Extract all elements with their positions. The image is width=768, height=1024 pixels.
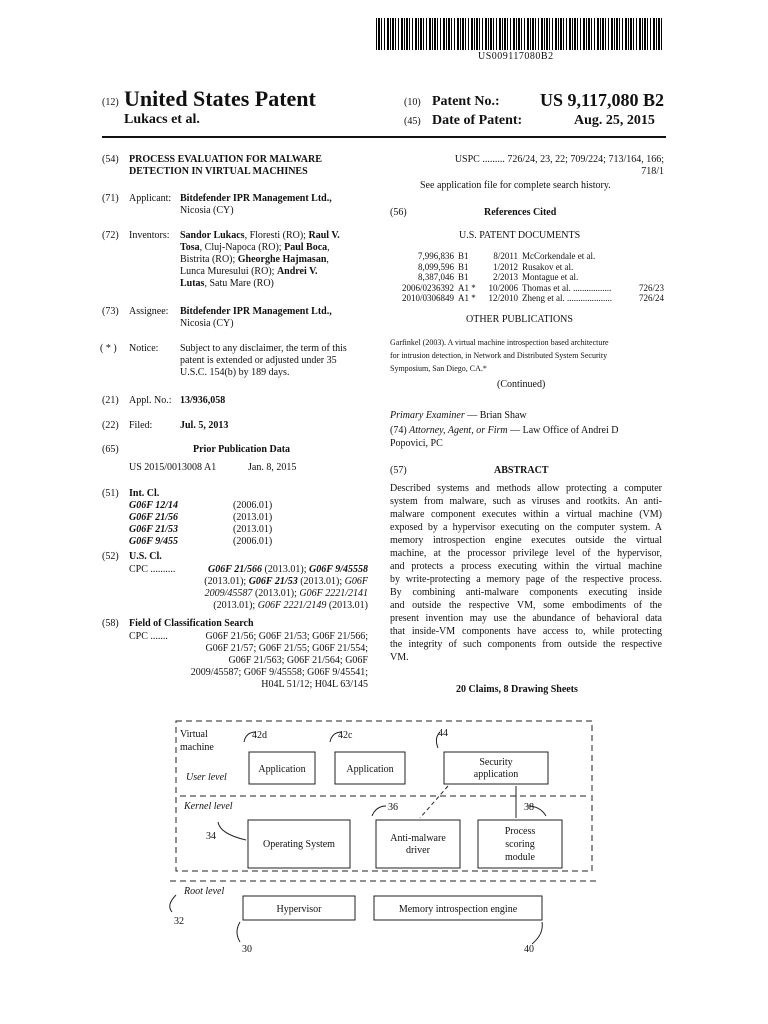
reference-no: 7,996,836: [418, 251, 454, 261]
anti-malware-driver-box: [376, 820, 460, 868]
ref-36: 36: [388, 802, 398, 813]
abstract-line: and outside the respective VM, some embodiments of the: [390, 600, 662, 611]
notice-line-1: Subject to any disclaimer, the term of this: [180, 343, 347, 354]
cpc-line-2: (2013.01); G06F 21/53 (2013.01); G06F: [204, 576, 368, 587]
code-65: (65): [102, 444, 119, 455]
int-cl-class: G06F 21/53: [129, 524, 178, 535]
code-54: (54): [102, 154, 119, 165]
filed-value: Jul. 5, 2013: [180, 420, 229, 431]
prior-pub-title: Prior Publication Data: [193, 444, 291, 455]
code-21: (21): [102, 395, 119, 406]
int-cl-year: (2013.01): [233, 524, 273, 535]
leader-40: [532, 922, 542, 944]
reference-name: Rusakov et al.: [522, 261, 574, 272]
inventors-line-3: Bistrita (RO); Gheorghe Hajmasan,: [180, 254, 329, 265]
reference-date: 8/2011: [493, 251, 518, 261]
applicant-label: Applicant:: [129, 193, 172, 204]
security-to-driver-link: [420, 786, 448, 818]
notice-label: Notice:: [129, 343, 159, 354]
reference-kind: B1: [458, 261, 469, 272]
abstract-line: the integrity of such components from outside the respective: [390, 639, 662, 650]
code-10: (10): [404, 97, 421, 108]
field-search-line-1: G06F 21/56; G06F 21/53; G06F 21/566;: [205, 631, 368, 642]
notice-code: ( * ): [100, 343, 117, 354]
abstract-line: By combining anti-malware components executing inside: [390, 587, 662, 598]
application-label-1: Application: [258, 764, 306, 775]
patent-no-label: Patent No.:: [432, 94, 500, 109]
cpc-line-1: G06F 21/566 (2013.01); G06F 9/45558: [208, 564, 368, 575]
code-12: (12): [102, 97, 119, 108]
claims-summary: 20 Claims, 8 Drawing Sheets: [456, 684, 578, 695]
cpc-label: CPC ..........: [129, 564, 176, 575]
prior-pub-number: US 2015/0013008 A1: [129, 462, 217, 473]
inventors-line-4: Lunca Muresului (RO); Andrei V.: [180, 266, 318, 277]
code-72: (72): [102, 230, 119, 241]
leader-32: [170, 895, 176, 912]
code-45: (45): [404, 116, 421, 127]
abstract-line: exposed by a hypervisor executing on the computer system. A: [390, 522, 662, 533]
notice-line-2: patent is extended or adjusted under 35: [180, 355, 337, 366]
abstract-line: Described systems and methods allow protecting a computer: [390, 483, 662, 494]
code-52: (52): [102, 551, 119, 562]
attorney-line-1: (74) Attorney, Agent, or Firm — Law Office of Andrei D: [390, 425, 619, 436]
code-22: (22): [102, 420, 119, 431]
reference-kind: B1: [458, 272, 469, 282]
us-docs-title: U.S. PATENT DOCUMENTS: [459, 230, 581, 241]
process-scoring-label-2: scoring: [505, 839, 535, 850]
vm-label-line-1: Virtual: [180, 729, 208, 740]
ref-42d: 42d: [252, 730, 267, 741]
assignee-name: Bitdefender IPR Management Ltd.,: [180, 306, 332, 317]
primary-examiner: Primary Examiner — Brian Shaw: [390, 410, 527, 421]
prior-pub-date: Jan. 8, 2015: [248, 462, 297, 473]
reference-no: 2010/0306849: [401, 293, 454, 303]
assignee-location: Nicosia (CY): [180, 318, 234, 329]
ref-44: 44: [438, 728, 448, 739]
us-cl-title: U.S. Cl.: [129, 551, 162, 562]
abstract-line: by write-protecting a memory page of the respective process.: [390, 574, 662, 585]
int-cl-title: Int. Cl.: [129, 488, 160, 499]
field-search-line-4: 2009/45587; G06F 9/45558; G06F 9/45541;: [190, 667, 368, 678]
code-71: (71): [102, 193, 119, 204]
reference-kind: B1: [458, 251, 469, 261]
reference-name: McCorkendale et al.: [522, 251, 596, 261]
cpc-line-3: 2009/45587 (2013.01); G06F 2221/2141: [204, 588, 368, 599]
introspection-engine-label: Memory introspection engine: [398, 904, 518, 915]
int-cl-class: G06F 21/56: [129, 512, 178, 523]
code-51: (51): [102, 488, 119, 499]
reference-name: Zheng et al. ....................: [522, 293, 612, 303]
reference-no: 8,387,046: [418, 272, 454, 282]
int-cl-year: (2006.01): [233, 536, 273, 547]
other-pub-line-1: Garfinkel (2003). A virtual machine introspection based architecture: [390, 338, 609, 347]
patent-date: Aug. 25, 2015: [574, 113, 655, 128]
inventors-label: Inventors:: [129, 230, 170, 241]
patent-number: US 9,117,080 B2: [540, 90, 665, 110]
invention-title-line-2: DETECTION IN VIRTUAL MACHINES: [129, 166, 308, 177]
reference-no: 2006/0236392: [401, 282, 454, 293]
int-cl-class: G06F 9/455: [129, 536, 178, 547]
invention-title-line-1: PROCESS EVALUATION FOR MALWARE: [129, 154, 322, 165]
code-57: (57): [390, 465, 407, 476]
abstract-line: memory introspection engine executes outside the virtual: [390, 535, 662, 546]
reference-name: Thomas et al. .................: [522, 282, 612, 293]
abstract-title: ABSTRACT: [494, 465, 549, 476]
inventors-line-2: Tosa, Cluj-Napoca (RO); Paul Boca,: [180, 242, 330, 253]
inventors-line-1: Sandor Lukacs, Floresti (RO); Raul V.: [180, 230, 340, 241]
abstract-line: VM.: [390, 652, 409, 663]
application-label-2: Application: [346, 764, 394, 775]
ref-32: 32: [174, 916, 184, 927]
appl-no-value: 13/936,058: [180, 395, 226, 406]
uspc-line-2: 718/1: [641, 166, 664, 177]
assignee-label: Assignee:: [129, 306, 169, 317]
notice-line-3: U.S.C. 154(b) by 189 days.: [180, 367, 290, 378]
reference-cls: 726/23: [638, 282, 664, 293]
field-search-line-5: H04L 51/12; H04L 63/145: [261, 679, 368, 690]
uspc-line-1: USPC ......... 726/24, 23, 22; 709/224; 713/164, 166;: [454, 154, 664, 165]
abstract-line: present invention may use the abundance of behavioral data: [390, 613, 662, 624]
field-search-line-3: G06F 21/563; G06F 21/564; G06F: [228, 655, 368, 666]
ref-40: 40: [524, 944, 534, 955]
user-level-label: User level: [186, 772, 227, 783]
reference-date: 1/2012: [492, 261, 518, 272]
reference-name: Montague et al.: [522, 272, 579, 282]
code-56: (56): [390, 207, 407, 218]
ref-34: 34: [206, 831, 216, 842]
field-search-title: Field of Classification Search: [129, 618, 254, 629]
barcode-number: US009117080B2: [478, 51, 554, 62]
reference-kind: A1 *: [458, 293, 476, 303]
uspc-line-3: See application file for complete search history.: [420, 180, 611, 191]
document-title: United States Patent: [124, 86, 316, 111]
filed-label: Filed:: [129, 420, 153, 431]
reference-no: 8,099,596: [418, 261, 454, 272]
field-search-label: CPC .......: [129, 631, 168, 642]
other-pub-title: OTHER PUBLICATIONS: [466, 314, 573, 325]
references-title: References Cited: [484, 207, 557, 218]
applicant-name: Bitdefender IPR Management Ltd.,: [180, 193, 332, 204]
reference-kind: A1 *: [458, 282, 476, 293]
date-label: Date of Patent:: [432, 113, 523, 128]
reference-date: 2/2013: [492, 272, 518, 282]
abstract-line: malware component executes within a virtual machine (VM): [390, 509, 662, 520]
ref-42c: 42c: [338, 730, 353, 741]
applicant-location: Nicosia (CY): [180, 205, 234, 216]
int-cl-class: G06F 12/14: [129, 500, 178, 511]
reference-date: 10/2006: [488, 282, 518, 293]
kernel-level-label: Kernel level: [184, 801, 233, 812]
process-scoring-label-1: Process: [504, 826, 536, 837]
abstract-line: system from malware, such as viruses and rootkits. An anti-: [390, 496, 662, 507]
leader-30: [237, 922, 240, 942]
hypervisor-label: Hypervisor: [276, 904, 322, 915]
cpc-line-4: (2013.01); G06F 2221/2149 (2013.01): [213, 600, 368, 611]
security-label-2: application: [473, 769, 519, 780]
code-73: (73): [102, 306, 119, 317]
appl-no-label: Appl. No.:: [129, 395, 172, 406]
operating-system-label: Operating System: [263, 839, 335, 850]
security-label-1: Security: [479, 757, 513, 768]
code-58: (58): [102, 618, 119, 629]
inventors-line-5: Lutas, Satu Mare (RO): [180, 278, 274, 289]
process-scoring-label-3: module: [505, 852, 535, 863]
root-level-label: Root level: [184, 886, 225, 897]
leader-36: [372, 806, 386, 816]
reference-cls: 726/24: [638, 293, 664, 303]
other-pub-line-3: Symposium, San Diego, CA.*: [390, 364, 487, 373]
int-cl-year: (2013.01): [233, 512, 273, 523]
vm-label-line-2: machine: [180, 742, 214, 753]
continued-note: (Continued): [497, 379, 546, 390]
attorney-line-2: Popovici, PC: [390, 438, 443, 449]
other-pub-line-2: for intrusion detection, in Network and Distributed System Security: [390, 351, 608, 360]
reference-date: 12/2010: [488, 293, 518, 303]
int-cl-year: (2006.01): [233, 500, 273, 511]
leader-34: [218, 822, 246, 840]
abstract-line: machine, at the processor privilege level of the hypervisor,: [390, 548, 662, 559]
inventor-line: Lukacs et al.: [124, 112, 200, 127]
ref-30: 30: [242, 944, 252, 955]
anti-malware-label-2: driver: [406, 845, 430, 856]
anti-malware-label-1: Anti-malware: [390, 833, 446, 844]
abstract-line: and protects a process executing within the virtual machine: [390, 561, 662, 572]
ref-38: 38: [524, 802, 534, 813]
field-search-line-2: G06F 21/57; G06F 21/55; G06F 21/554;: [205, 643, 368, 654]
abstract-line: that inside-VM components have access to, while protecting: [390, 626, 662, 637]
